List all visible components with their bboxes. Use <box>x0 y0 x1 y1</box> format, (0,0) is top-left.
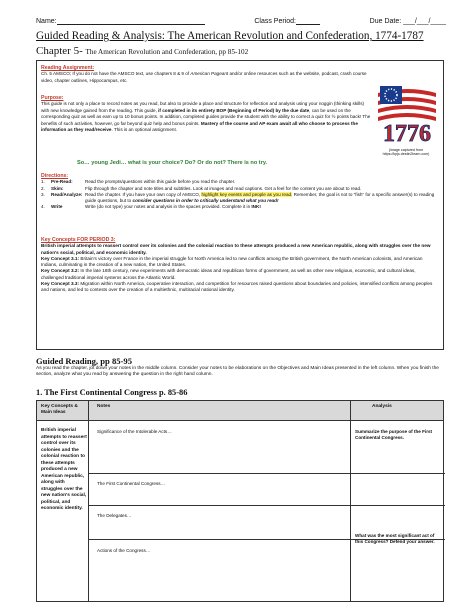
analysis-question-purpose[interactable]: Summarize the purpose of the First Continental Congress. <box>355 429 433 441</box>
due-date-field[interactable]: Due Date: ___/___/____ <box>369 18 446 25</box>
reading-assignment: Reading Assignment: Ch. 5 AMSCO; If you do not have the AMSCO text, use chapters 8 & 9 of American Pageant and/or online resources such as the website, podcast, crash course video, chapter outlines, Hippocampus, etc. <box>41 65 367 83</box>
header-notes: Notes <box>97 404 111 409</box>
section-heading: 1. The First Continental Congress p. 85-86 <box>36 388 188 397</box>
guided-reading-instructions: As you read the chapter, jot down your notes in the middle column. Consider your notes to be elaborations on the Objectives and Main Ideas presented in the left column. When you finish the section, analyze what you read by answering the question in the right hand column. <box>36 366 439 378</box>
analysis-question-significant-act[interactable]: What was the most significant act of this Congress? Defend your answer. <box>355 533 435 545</box>
key-concept-item: Key Concept 3.2: In the late 18th century, new experiments with democratic ideas and republican forms of government, as well as other new religious, economic, and cultural ideas, challenged traditional imperial systems across the Atlantic World. <box>41 268 416 280</box>
purpose-section: Purpose: This guide is not only a place to record notes as you read, but also to provide a place and structure for reflection and analysis using your noggin (thinking skills) with new knowledge gained from the reading. This guide, if completed in its entirety BOP (Beginning of Period) by the due date, can be used on the corresponding quiz as well as earn up to 10 bonus points. In addition, completed guides provide the student with the ability to correct a quiz for ½ points back! The benefits of such activities, however, go far beyond quiz help and bonus points. Mastery of the course and AP exam await all who choose to process the information as they read/receive. This is an optional assignment. <box>41 95 371 133</box>
direction-item: 3. Read/Analyze: Read the chapter. If you have your own copy of AMSCO, highlight key events and people as you read. Remember, the goal is not to "fish" for a specific answer(s) to reading guide questions, but to consider questions in order to critically understand what you read! <box>41 191 435 204</box>
header-key-concepts: Key Concepts & Main Ideas <box>41 404 78 415</box>
chapter-title: Chapter 5- The American Revolution and Confederation, pp 85-102 <box>36 45 249 57</box>
flag-year-text: 1776 <box>383 121 431 147</box>
key-concepts-section: Key Concepts FOR PERIOD 3: British imperial attempts to reassert control over its colonies and the colonial reaction to these attempts produced a new American republic, along with struggles over the new nation's social, political, and economic identity. Key Concept 3.1: Britain's victory over France in the imperial struggle for North America led to new conflicts among the British government, the North American colonists, and American Indians, culminating in the creation of a new nation, the United States. Key Concept 3.2: In the late 18th century, new experiments with democratic ideas and republican forms of government, as well as other new religious, economic, and cultural ideas, challenged traditional imperial systems across the Atlantic World. Key Concept 3.3: Migration within North America, cooperative interaction, and competition for resources raised questions about boundaries and policies, intensified conflicts among peoples and nations, and led to contests over the creation of a multiethnic, multiracial national identity. <box>41 237 439 294</box>
assignment-box <box>36 60 444 350</box>
page-title: Guided Reading & Analysis: The American Revolution and Confederation, 1774-1787 <box>36 30 424 42</box>
direction-item: 2. Skim: Flip through the chapter and note titles and subtitles. Look at images and read captions. Get a feel for the content you are about to read. <box>41 185 362 191</box>
directions-section: Directions: 1. Pre-Read: Read the prompts/questions within this guide before you read the chapter. 2. Skim: Flip through the chapter and note titles and subtitles. Look at images and read captions. Get a feel for the content you are about to read. 3. Read/Analyze: Read the chapter. If you have your own copy of AMSCO, highlight key events and people as you read. Remember, the goal is not to "fish" for a specific answer(s) to reading guide questions, but to consider questions in order to critically understand what you read! 4. Write Write (do not type) your notes and analysis in the spaces provided. Complete it in INK! <box>41 173 439 211</box>
direction-item: 4. Write Write (do not type) your notes and analysis in the spaces provided. Complete it in INK! <box>41 204 261 210</box>
image-caption: (image captured from https://kpjs.destin2learn.com) <box>382 148 430 156</box>
guided-reading-title: Guided Reading, pp 85-95 <box>36 356 132 366</box>
header-row <box>36 18 446 25</box>
notes-table <box>36 400 444 602</box>
key-concept-item: Key Concept 3.3: Migration within North America, cooperative interaction, and competition for resources raised questions about boundaries and policies, intensified conflicts among peoples and nations, and led to contests over the creation of a multiethnic, multiracial national identity. <box>41 281 433 293</box>
notes-prompt-actions[interactable]: Actions of the Congress… <box>97 548 151 553</box>
jedi-quote: So… young Jedi… what is your choice? Do? Or do not? There is no try. <box>77 160 268 166</box>
header-analysis: Analysis <box>372 404 392 409</box>
notes-prompt-intolerable-acts[interactable]: Significance of the Intolerable Acts… <box>97 429 172 434</box>
main-idea-cell: British imperial attempts to reassert control over its colonies and the colonial reaction to these attempts produced a new American republic, along with struggles over the new nation's social, political, and economic identity. <box>41 428 87 511</box>
flag-1776-image <box>374 83 440 147</box>
key-concept-item: Key Concept 3.1: Britain's victory over France in the imperial struggle for North America led to new conflicts among the British government, the North American colonists, and American Indians, culminating in the creation of a new nation, the United States. <box>41 255 423 268</box>
name-field[interactable]: Name: <box>36 18 205 25</box>
notes-prompt-delegates[interactable]: The Delegates… <box>97 513 132 518</box>
direction-item: 1. Pre-Read: Read the prompts/questions within this guide before you read the chapter. <box>41 179 236 185</box>
class-period-field[interactable]: Class Period: <box>254 18 320 25</box>
notes-prompt-first-continental-congress[interactable]: The First Continental Congress… <box>97 481 166 486</box>
